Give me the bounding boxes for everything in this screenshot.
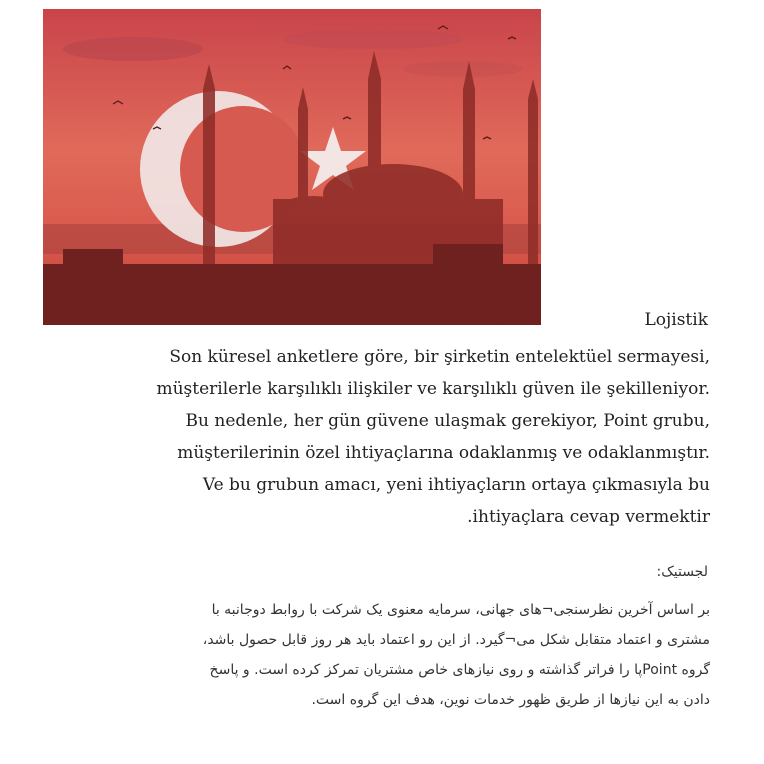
turkish-paragraph (50, 341, 710, 533)
persian-paragraph (30, 595, 710, 715)
turkish-line: .ihtiyaçlara cevap vermektir (467, 507, 710, 527)
persian-line: گروه Pointپا را فراتر گذاشته و روی نیازهای خاص مشتریان تمرکز کرده است. و پاسخ (209, 662, 710, 678)
persian-heading: لجستیک: (656, 564, 708, 580)
turkish-line: müşterilerinin özel ihtiyaçlarına odaklanmış ve odaklanmıştır. (177, 443, 710, 463)
turkish-line: Bu nedenle, her gün güvene ulaşmak gerekiyor, Point grubu, (185, 411, 710, 431)
persian-line: مشتری و اعتماد متقابل شکل می¬گیرد. از این رو اعتماد باید هر روز قابل حصول باشد، (202, 632, 710, 648)
turkish-line: müşterilerle karşılıklı ilişkiler ve karşılıklı güven ile şekilleniyor. (156, 379, 710, 399)
persian-line: بر اساس آخرین نظرسنجی¬های جهانی، سرمایه معنوی یک شرکت با روابط دوجانبه با (211, 602, 710, 618)
turkish-line: Ve bu grubun amacı, yeni ihtiyaçların ortaya çıkmasıyla bu (202, 475, 710, 495)
turkish-line: Son küresel anketlere göre, bir şirketin entelektüel sermayesi, (169, 347, 710, 367)
turkish-heading: Lojistik (644, 310, 708, 330)
hero-image (43, 9, 541, 325)
turkish-flag-mosque-image (43, 9, 541, 325)
persian-line: دادن به این نیازها از طریق ظهور خدمات نوین، هدف این گروه است. (311, 692, 710, 708)
